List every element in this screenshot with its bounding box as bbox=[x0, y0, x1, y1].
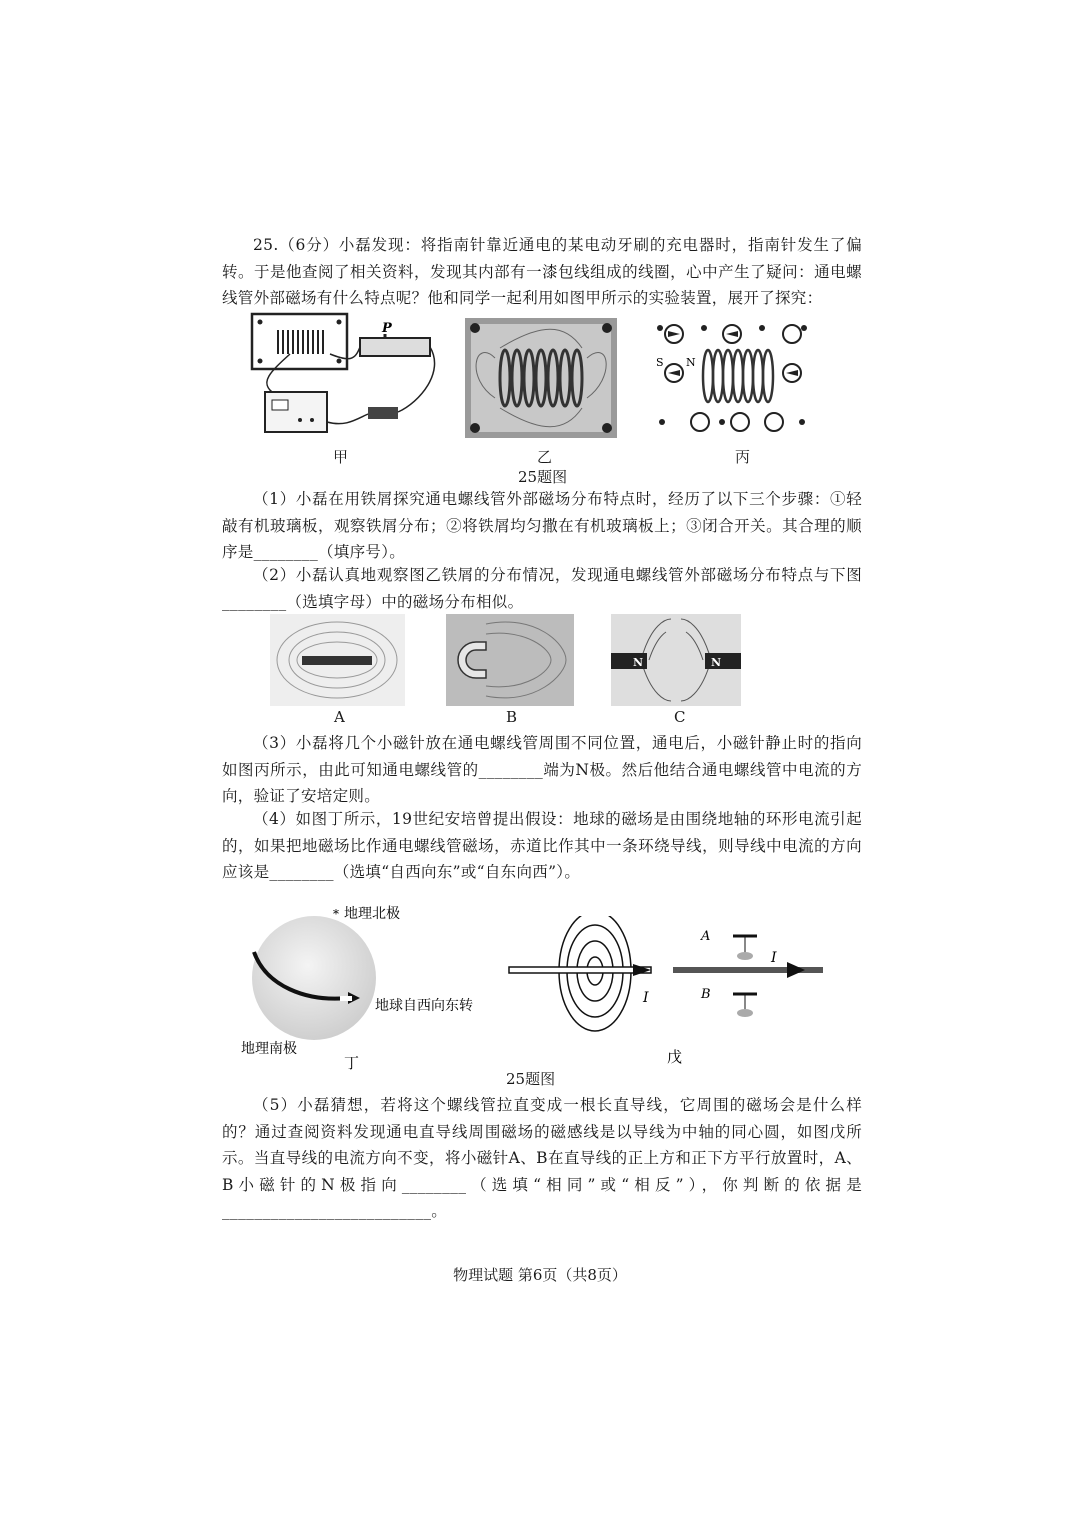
figure-ding-label: 丁 bbox=[344, 1054, 360, 1071]
current-i-right: I bbox=[771, 950, 777, 966]
south-pole-label: 地理南极 bbox=[241, 1041, 297, 1057]
figure-yi-label: 乙 bbox=[537, 448, 553, 466]
figure-c-two-magnets bbox=[611, 614, 741, 706]
earth-rotation-label: 地球自西向东转 bbox=[375, 998, 473, 1014]
north-pole-star: * bbox=[333, 907, 339, 921]
compass-a-label: A bbox=[701, 929, 711, 944]
question-25-part1: （1）小磊在用铁屑探究通电螺线管外部磁场分布特点时，经历了以下三个步骤：①轻敲有机玻璃板，观察铁屑分布；②将铁屑均匀撒在有机玻璃板上；③闭合开关。其合理的顺序是________（填序号）。 bbox=[222, 490, 862, 561]
magnet-c-right-n: N bbox=[711, 656, 722, 669]
figure-wu-straight-wire bbox=[505, 916, 827, 1068]
compass-n-label: N bbox=[686, 356, 696, 369]
figure-bing-label: 丙 bbox=[735, 448, 751, 466]
figure-caption-top: 25题图 bbox=[518, 468, 568, 486]
figure-c-label: C bbox=[674, 708, 686, 726]
page-footer: 物理试题 第6页（共8页） bbox=[453, 1266, 627, 1284]
current-i-left: I bbox=[643, 990, 649, 1006]
north-pole-label: 地理北极 bbox=[344, 906, 400, 922]
question-25-part4: （4）如图丁所示，19世纪安培曾提出假设：地球的磁场是由围绕地轴的环形电流引起的，如果把地磁场比作通电螺线管磁场，赤道比作其中一条环绕导线，则导线中电流的方向应该是________（选填“自西向东”或“自东向西”）。 bbox=[222, 810, 862, 881]
figure-bing-compasses bbox=[652, 316, 812, 441]
question-25-part2: （2）小磊认真地观察图乙铁屑的分布情况，发现通电螺线管外部磁场分布特点与下图________（选填字母）中的磁场分布相似。 bbox=[222, 566, 862, 611]
figure-yi-iron-filings bbox=[465, 318, 617, 438]
magnet-c-left-n: N bbox=[633, 656, 644, 669]
figure-jia-label: 甲 bbox=[333, 448, 349, 466]
figure-jia-apparatus bbox=[250, 312, 450, 442]
figure-caption-bottom: 25题图 bbox=[506, 1070, 556, 1088]
compass-b-label: B bbox=[701, 987, 711, 1002]
slider-p-label: P bbox=[382, 321, 392, 336]
figure-b-label: B bbox=[506, 708, 518, 726]
figure-b-u-magnet bbox=[446, 614, 574, 706]
question-25-part3: （3）小磊将几个小磁针放在通电螺线管周围不同位置，通电后，小磁针静止时的指向如图丙所示，由此可知通电螺线管的________端为N极。然后他结合通电螺线管中电流的方向，验证了安培定则。 bbox=[222, 734, 862, 805]
question-25-part5: （5）小磊猜想，若将这个螺线管拉直变成一根长直导线，它周围的磁场会是什么样的？通过查阅资料发现通电直导线周围磁场的磁感线是以导线为中轴的同心圆，如图戊所示。当直导线的电流方向不变，将小磁针A、B在直导线的正上方和正下方平行放置时，A、B小磁针的N极指向________（选填“相同”或“相反”），你判断的依据是__________________________。 bbox=[222, 1096, 862, 1220]
figure-a-bar-magnet bbox=[270, 614, 405, 706]
figure-ding-earth bbox=[236, 896, 496, 1071]
question-25-intro: 25.（6分）小磊发现：将指南针靠近通电的某电动牙刷的充电器时，指南针发生了偏转。于是他查阅了相关资料，发现其内部有一漆包线组成的线圈，心中产生了疑问：通电螺线管外部磁场有什么特点呢？他和同学一起利用如图甲所示的实验装置，展开了探究： bbox=[222, 236, 862, 307]
figure-a-label: A bbox=[334, 708, 345, 726]
figure-wu-label: 戊 bbox=[667, 1048, 683, 1066]
compass-s-label: S bbox=[656, 356, 664, 369]
